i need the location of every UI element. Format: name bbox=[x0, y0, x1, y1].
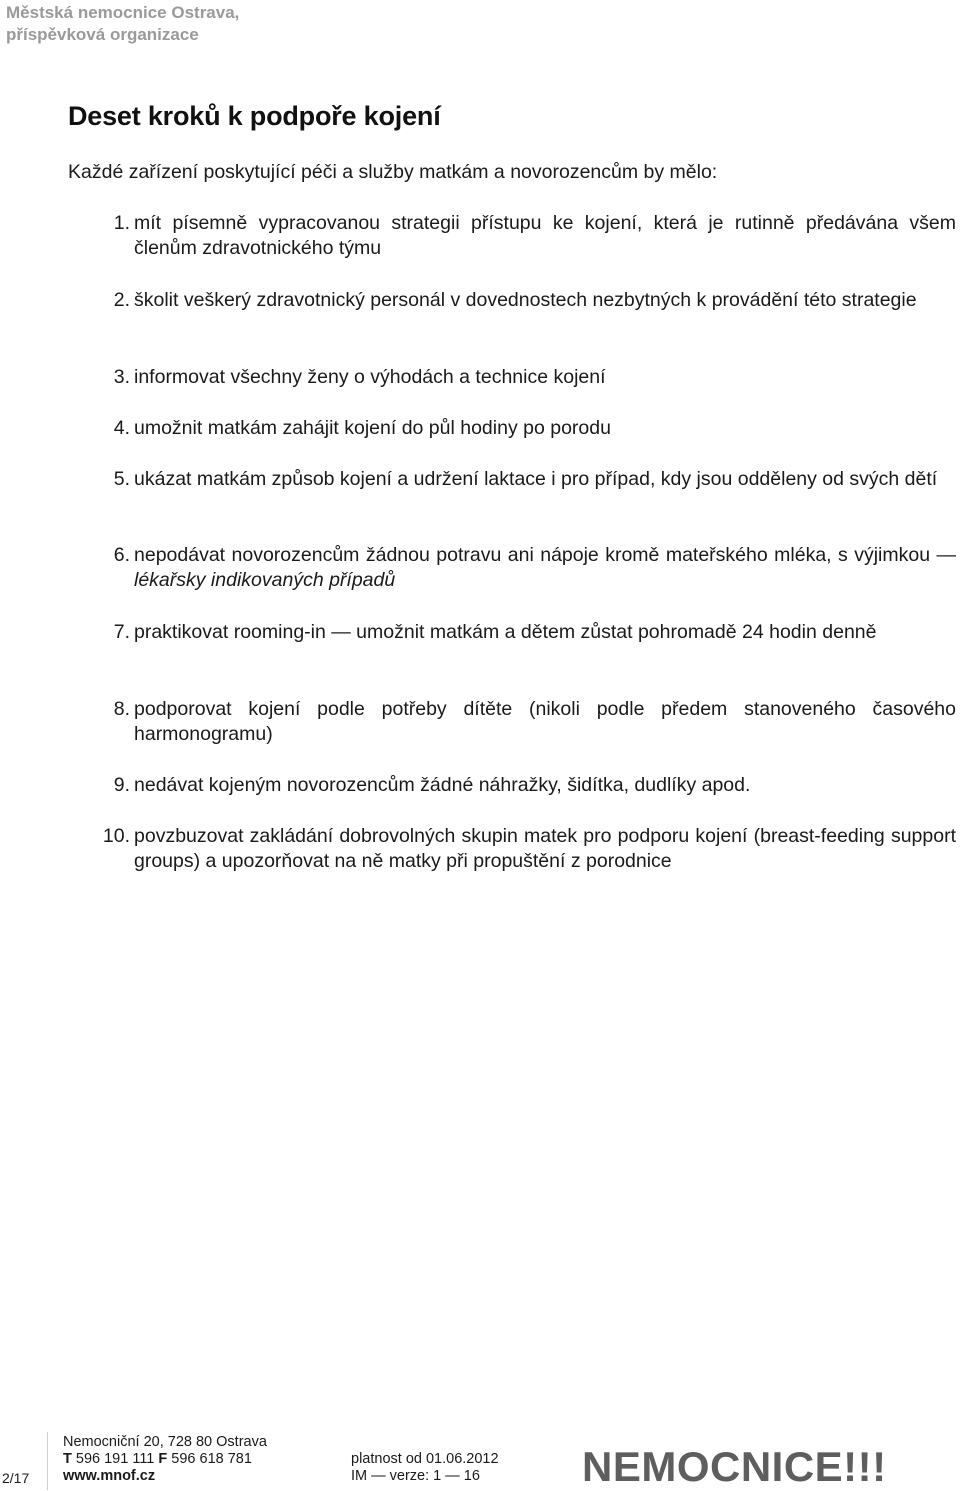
document-version: IM — verze: 1 — 16 bbox=[351, 1468, 480, 1484]
step-text bbox=[134, 543, 956, 593]
phone-number: 596 191 111 bbox=[75, 1451, 155, 1467]
org-name-line1: Městská nemocnice Ostrava, bbox=[6, 3, 240, 22]
step-number: 6. bbox=[113, 544, 130, 566]
step-text: školit veškerý zdravotnický personál v dovednostech nezbytných k provádění této strategie bbox=[134, 289, 917, 311]
phone-label: T bbox=[63, 1451, 72, 1467]
intro-text: Každé zařízení poskytující péči a služby matkám a novorozencům by mělo: bbox=[68, 161, 718, 183]
step-text: praktikovat rooming-in — umožnit matkám a dětem zůstat pohromadě 24 hodin denně bbox=[134, 621, 877, 643]
footer-web-link[interactable]: www.mnof.cz bbox=[63, 1468, 156, 1484]
step-text: povzbuzovat zakládání dobrovolných skupin matek pro podporu kojení (breast-feeding support groups) a upozorňovat na ně matky při propuštění z porodnice bbox=[134, 825, 956, 872]
footer-contact bbox=[63, 1434, 267, 1485]
footer-validity bbox=[351, 1451, 499, 1485]
step-number: 9. bbox=[113, 774, 130, 796]
step-text: ukázat matkám způsob kojení a udržení laktace i pro případ, kdy jsou odděleny od svých dětí bbox=[134, 468, 938, 490]
footer-phone-line bbox=[63, 1451, 267, 1468]
step-number: 2. bbox=[113, 289, 130, 311]
step-number: 7. bbox=[113, 621, 130, 643]
step-number: 3. bbox=[113, 366, 130, 388]
footer-divider bbox=[47, 1432, 48, 1490]
step-text-emphasis: lékařsky indikovaných případů bbox=[134, 569, 396, 591]
step-text: informovat všechny ženy o výhodách a technice kojení bbox=[134, 366, 606, 388]
step-number: 1. bbox=[113, 212, 130, 234]
step-text: podporovat kojení podle potřeby dítěte (nikoli podle předem stanoveného časového harmonogramu) bbox=[134, 698, 956, 745]
page-number: 2/17 bbox=[2, 1470, 30, 1486]
step-number: 5. bbox=[113, 468, 130, 490]
hospital-logo: NEMOCNICE!!! bbox=[582, 1443, 887, 1490]
document-title: Deset kroků k podpoře kojení bbox=[68, 101, 441, 131]
fax-label: F bbox=[158, 1451, 168, 1467]
step-text: nedávat kojeným novorozencům žádné náhražky, šidítka, dudlíky apod. bbox=[134, 774, 751, 796]
org-name-line2: příspěvková organizace bbox=[6, 25, 199, 44]
organization-header bbox=[6, 2, 239, 46]
footer-address: Nemocniční 20, 728 80 Ostrava bbox=[63, 1434, 267, 1450]
step-number: 8. bbox=[113, 698, 130, 720]
step-number: 4. bbox=[113, 417, 130, 439]
step-text: mít písemně vypracovanou strategii přístupu ke kojení, která je rutinně předávána všem členům zdravotnického týmu bbox=[134, 212, 956, 259]
page-footer bbox=[0, 1430, 960, 1491]
validity-date: platnost od 01.06.2012 bbox=[351, 1451, 499, 1467]
step-number: 10. bbox=[102, 825, 130, 847]
step-text: umožnit matkám zahájit kojení do půl hodiny po porodu bbox=[134, 417, 611, 439]
fax-number: 596 618 781 bbox=[171, 1451, 252, 1467]
step-text-main: nepodávat novorozencům žádnou potravu ani nápoje kromě mateřského mléka, s výjimkou — bbox=[134, 544, 956, 566]
